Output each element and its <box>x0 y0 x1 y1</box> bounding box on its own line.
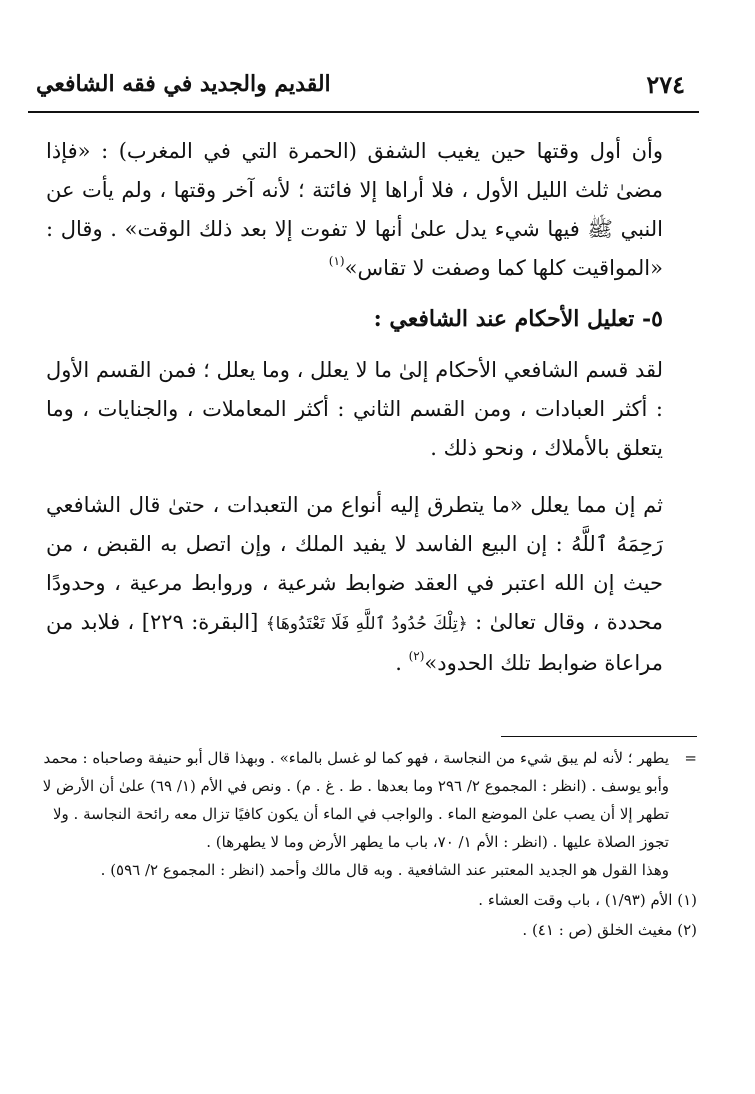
footnotes <box>30 744 697 944</box>
paragraph-text: وأن أول وقتها حين يغيب الشفق (الحمرة التي في المغرب) : «فإذا مضىٰ ثلث الليل الأول ، فلا أراها إلا فائتة ؛ لأنه آخر وقتها ، ولم يأت عن النبي ﷺ فيها شيء يدل علىٰ أنها لا تفوت إلا بعد ذلك الوقت» . وقال : «المواقيت كلها كما وصفت لا تقاس» <box>46 139 663 280</box>
paragraph-text: ثم إن مما يعلل «ما يتطرق إليه أنواع من التعبدات ، حتىٰ قال الشافعي رَحِمَهُ ٱللَّهُ : إن البيع الفاسد لا يفيد الملك ، وإن اتصل به القبض ، من حيث إن الله اعتبر في العقد ضوابط شرعية ، وروابط مرعية ، وحدودًا محددة ، وقال تعالىٰ : <box>46 493 663 634</box>
footnote-ref: (١) <box>328 254 345 268</box>
paragraph: لقد قسم الشافعي الأحكام إلىٰ ما لا يعلل ، وما يعلل ؛ فمن القسم الأول : أكثر العبادات ، ومن القسم الثاني : أكثر المعاملات ، والجنايات ، وما يتعلق بالأملاك ، ونحو ذلك . <box>46 358 663 460</box>
continuation-mark: = <box>684 749 697 767</box>
footnote-ref: (٢) <box>408 649 425 663</box>
paragraph-text: [البقرة: ٢٢٩] ، فلابد من مراعاة ضوابط تلك الحدود» <box>46 610 663 675</box>
paragraph-end: . <box>395 651 409 675</box>
footnote-continuation <box>30 856 697 884</box>
paragraph <box>46 486 663 683</box>
page-number: ٢٧٤ <box>646 69 685 99</box>
footnote: (١) الأم (١/٩٣) ، باب وقت العشاء . <box>478 891 697 909</box>
main-text <box>46 132 663 683</box>
section-heading: ٥- تعليل الأحكام عند الشافعي : <box>373 306 663 332</box>
quran-verse: ﴿تِلْكَ حُدُودُ ٱللَّهِ فَلَا تَعْتَدُوهَا﴾ <box>265 614 468 634</box>
footnote-text: وهذا القول هو الجديد المعتبر عند الشافعية . وبه قال مالك وأحمد (انظر : المجموع ٢/ ٥٩٦) . <box>100 861 669 879</box>
header-divider <box>28 111 699 113</box>
paragraph <box>46 132 663 288</box>
running-title: القديم والجديد في فقه الشافعي <box>36 71 331 97</box>
footnote-continuation <box>30 744 697 856</box>
footnote: (٢) مغيث الخلق (ص : ٤١) . <box>522 921 697 939</box>
page-header <box>36 64 685 104</box>
footnotes-divider <box>501 736 697 737</box>
footnote-text: يطهر ؛ لأنه لم يبق شيء من النجاسة ، فهو كما لو غسل بالماء» . وبهذا قال أبو حنيفة وصاحباه : محمد وأبو يوسف . (انظر : المجموع ٢/ ٢٩٦ وما بعدها . ط . غ . م) . ونص في الأم (١/ ٦٩) علىٰ أن الأرض لا تطهر إلا أن يصب علىٰ الموضع الماء . والواجب في الماء أن يكون كافيًا تزال معه رائحة النجاسة . ولا تجوز الصلاة عليها . (انظر : الأم ١/ ٧٠، باب ما يطهر الأرض وما لا يطهرها) . <box>42 749 669 851</box>
